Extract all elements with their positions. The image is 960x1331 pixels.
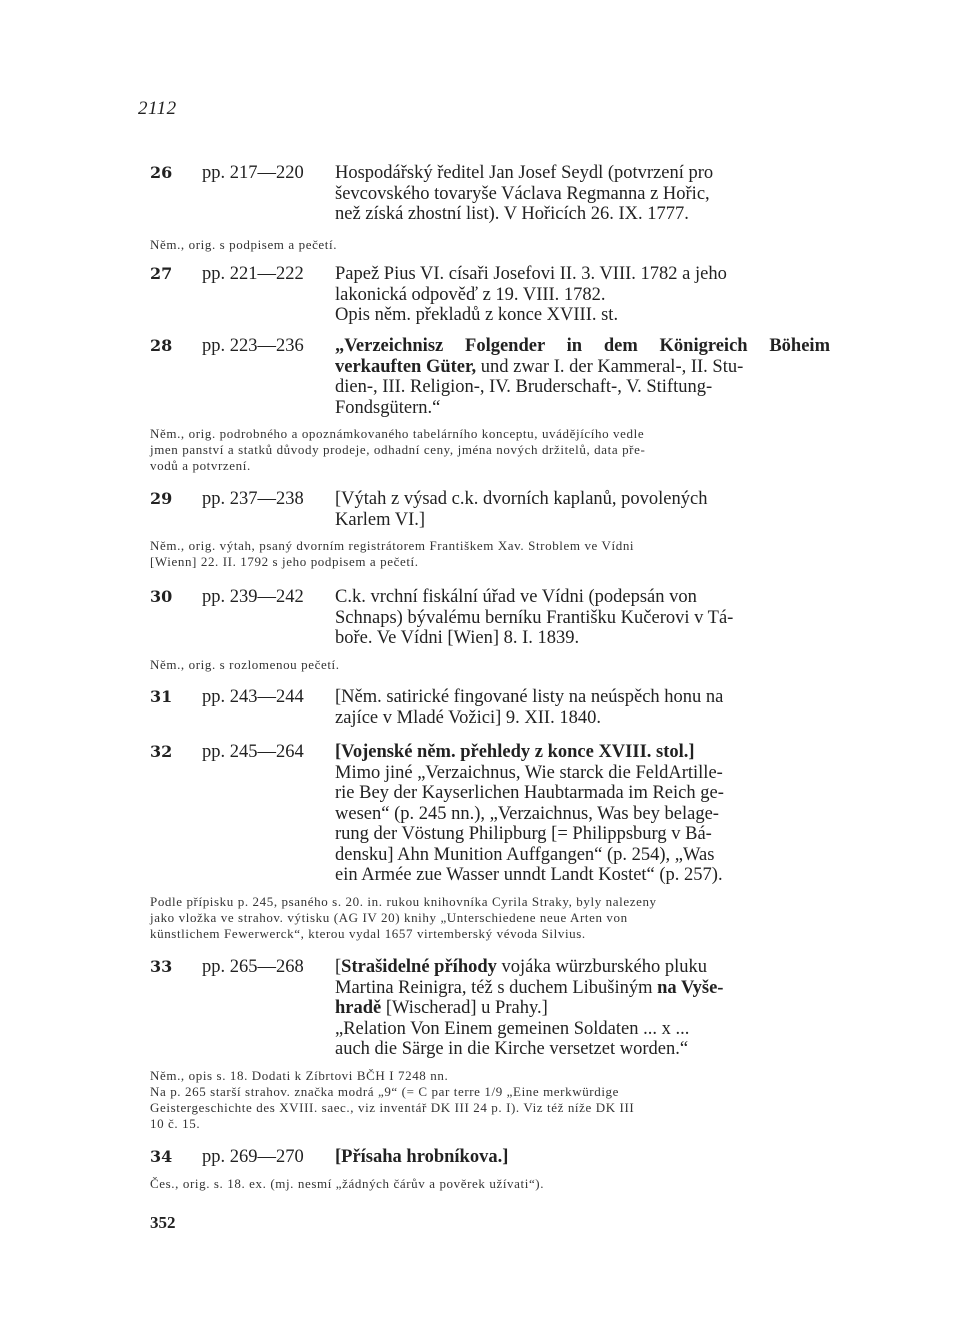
title-line: auch die Särge in die Kirche versetzet worden.“	[335, 1039, 689, 1059]
entry-pages: pp. 239—242	[202, 587, 304, 607]
entry-pages: pp. 245—264	[202, 742, 304, 762]
entry-title: [Něm. satirické fingované listy na neúspěch honu na zajíce v Mladé Vožici] 9. XII. 1840.	[335, 687, 724, 728]
entry-pages: pp. 269—270	[202, 1147, 304, 1167]
entry-note: Něm., orig. s rozlomenou pečetí.	[150, 656, 340, 672]
entry-33	[150, 957, 830, 1132]
entry-32	[150, 742, 830, 942]
entry-number: 26	[150, 163, 173, 182]
entry-number: 30	[150, 587, 173, 606]
entry-number: 34	[150, 1147, 173, 1166]
entry-note: Něm., orig. výtah, psaný dvorním registrátorem Františkem Xav. Stroblem ve Vídni [Wienn] 22. II. 1792 s jeho podpisem a pečetí.	[150, 538, 635, 569]
entry-note: Čes., orig. s. 18. ex. (mj. nesmí „žádných čárův a pověrek užívati“).	[150, 1175, 545, 1191]
entry-title: [Výtah z výsad c.k. dvorních kaplanů, povolených Karlem VI.]	[335, 489, 708, 530]
entry-note: Něm., orig. s podpisem a pečetí.	[150, 237, 338, 252]
page-number: 352	[150, 1213, 176, 1232]
entry-number: 27	[150, 264, 173, 283]
entry-26	[150, 163, 830, 225]
entry-title: Papež Pius VI. císaři Josefovi II. 3. VIII. 1782 a jeho lakonická odpověď z 19. VIII. 1782. Opis něm. překladů z konce XVIII. st.	[335, 264, 727, 325]
entry-number: 33	[150, 957, 173, 976]
entry-28	[150, 336, 830, 474]
entry-title: C.k. vrchní fiskální úřad ve Vídni (podepsán von Schnaps) bývalému berníku Františku Kučerovi v Tá- boře. Ve Vídni [Wien] 8. I. 1839.	[335, 587, 734, 648]
entry-pages: pp. 217—220	[202, 163, 304, 183]
entry-note: Něm., orig. podrobného a opoznámkovaného tabelárního konceptu, uvádějícího vedle jmen panství a statků důvody prodeje, odhadní ceny, jména nových držitelů, data pře- vodů a potvrzení.	[150, 426, 646, 473]
entry-pages: pp. 265—268	[202, 957, 304, 977]
entry-30	[150, 587, 830, 673]
entry-pages: pp. 221—222	[202, 264, 304, 284]
entry-27	[150, 264, 830, 326]
entry-number: 29	[150, 489, 173, 508]
entry-pages: pp. 243—244	[202, 687, 304, 707]
entry-pages: pp. 237—238	[202, 489, 304, 509]
title-line: hradě [Wischerad] u Prahy.]	[335, 998, 548, 1018]
entry-title	[335, 957, 830, 1060]
entry-note: Něm., opis s. 18. Dodati k Zíbrtovi BČH I 7248 nn. Na p. 265 starší strahov. značka modrá „9“ (= C par terre 1/9 „Eine merkwürdige Geistergeschichte des XVIII. saec., viz inventář DK III 24 p. I). Viz též níže DK III 10 č. 15.	[150, 1067, 635, 1131]
entry-title: „Verzeichnisz Folgender in dem Königreich Böheim verkauften Güter, und zwar I. der Kammeral-, II. Stu- dien-, III. Religion-, IV. Bruderschaft-, V. Stiftung- Fondsgütern.“	[335, 336, 830, 418]
entry-number: 32	[150, 742, 173, 761]
title-line: [Strašidelné příhody vojáka würzburského pluku	[335, 957, 708, 977]
entry-title: [Přísaha hrobníkova.]	[335, 1147, 509, 1167]
entry-note: Podle přípisku p. 245, psaného s. 20. in. rukou knihovníka Cyrila Straky, byly nalezeny jako vložka ve strahov. výtisku (AG IV 20) knihy „Unterschiedene neue Arten von künstlichem Fewerwerck“, kterou vydal 1657 virtemberský vévoda Silvius.	[150, 893, 657, 941]
entry-number: 31	[150, 687, 173, 706]
entry-pages: pp. 223—236	[202, 336, 304, 356]
title-line: Martina Reinigra, též s duchem Libušiným na Vyše-	[335, 977, 724, 998]
title-line: „Relation Von Einem gemeinen Soldaten ... x ...	[335, 1018, 690, 1039]
entry-number: 28	[150, 336, 173, 355]
entry-31	[150, 687, 830, 728]
entry-title: Hospodářský ředitel Jan Josef Seydl (potvrzení pro ševcovského tovaryše Václava Regmanna z Hořic, než získá zhostní list). V Hořicích 26. IX. 1777.	[335, 163, 714, 224]
entry-34	[150, 1147, 830, 1192]
catalog-number: 2112	[138, 98, 177, 119]
entry-29	[150, 489, 830, 570]
entry-title: [Vojenské něm. přehledy z konce XVIII. stol.] Mimo jiné „Verzaichnus, Wie starck die FeldArtille- rie Bey der Kayserlichen Haubtarmada im Reich ge- wesen“ (p. 245 nn.), „Verzaichnus, Was bey belage- rung der Vöstung Philipburg [= Philippsburg v Bá- densku] Ahn Munition Auffgangen“ (p. 254), „Was ein Armée zue Wasser unndt Landt Kostet“ (p. 257).	[335, 742, 724, 885]
